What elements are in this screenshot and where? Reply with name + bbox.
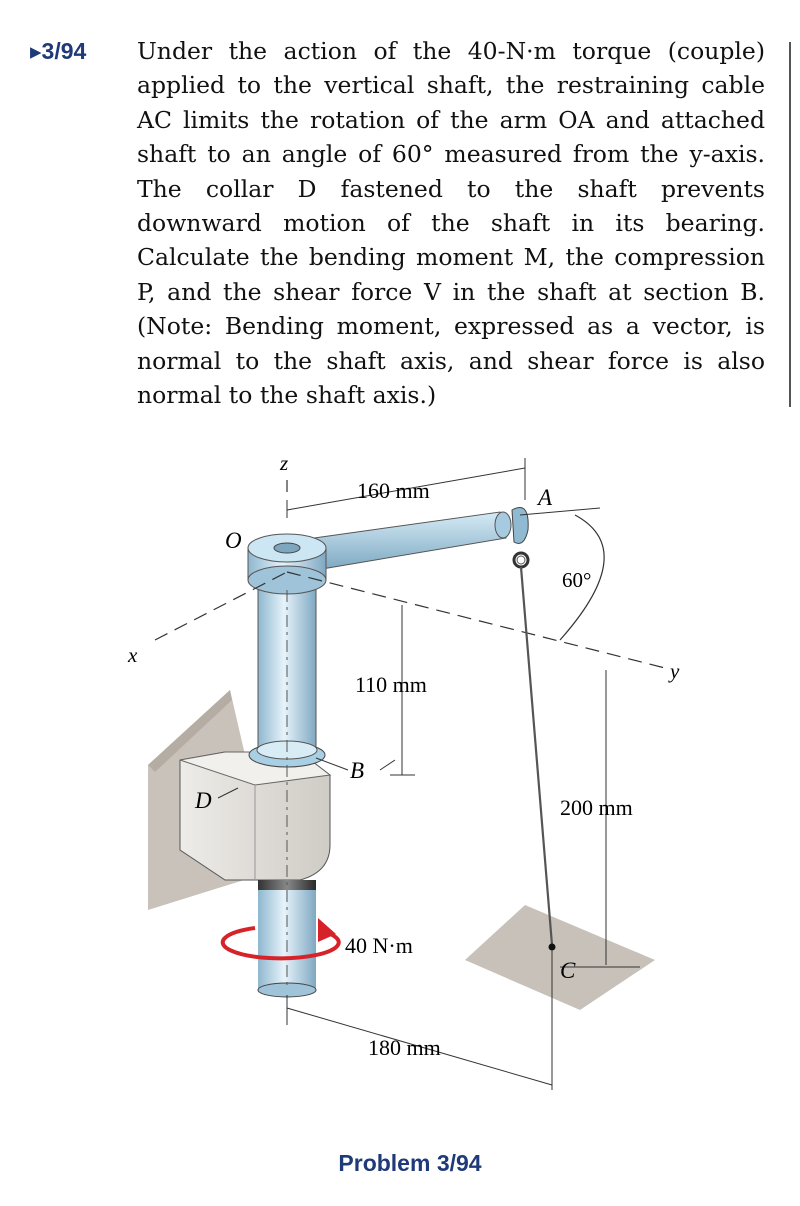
problem-statement xyxy=(30,34,765,412)
dim-angle: 60° xyxy=(562,568,592,592)
label-o: O xyxy=(225,528,242,553)
figure xyxy=(0,440,800,1120)
margin-rule xyxy=(789,42,791,407)
dim-200: 200 mm xyxy=(560,795,633,820)
label-b: B xyxy=(350,758,365,783)
y-axis-line xyxy=(287,572,665,668)
point-c xyxy=(549,944,556,951)
label-z: z xyxy=(280,451,289,475)
label-y: y xyxy=(670,659,680,683)
cable-ac xyxy=(521,567,552,945)
dim-160: 160 mm xyxy=(357,478,430,503)
label-a: A xyxy=(538,485,553,510)
label-c: C xyxy=(560,958,576,983)
dim-180: 180 mm xyxy=(368,1035,441,1060)
dim-110: 110 mm xyxy=(355,672,427,697)
collar-block-d xyxy=(180,752,330,880)
arm-oa xyxy=(300,508,528,573)
problem-text: Under the action of the 40-N·m torque (couple) applied to the vertical shaft, the restraining cable AC limits the rotation of the arm OA and attached shaft to an angle of 60° measured from the y-axis. The collar D fastened to the shaft prevents downward motion of the shaft in its bearing. Calculate the bending moment M, the compression P, and the shear force V in the shaft at section B. (Note: Bending moment, expressed as a vector, is normal to the shaft axis, and shear force is also normal to the shaft axis.) xyxy=(137,37,765,410)
problem-number: ▸3/94 xyxy=(30,38,87,64)
mechanism-diagram xyxy=(0,440,800,1120)
hub-o xyxy=(248,534,326,594)
figure-caption: Problem 3/94 xyxy=(338,1150,482,1176)
torque-label: 40 N·m xyxy=(345,933,413,958)
label-d: D xyxy=(195,788,212,813)
label-x: x xyxy=(128,643,138,667)
